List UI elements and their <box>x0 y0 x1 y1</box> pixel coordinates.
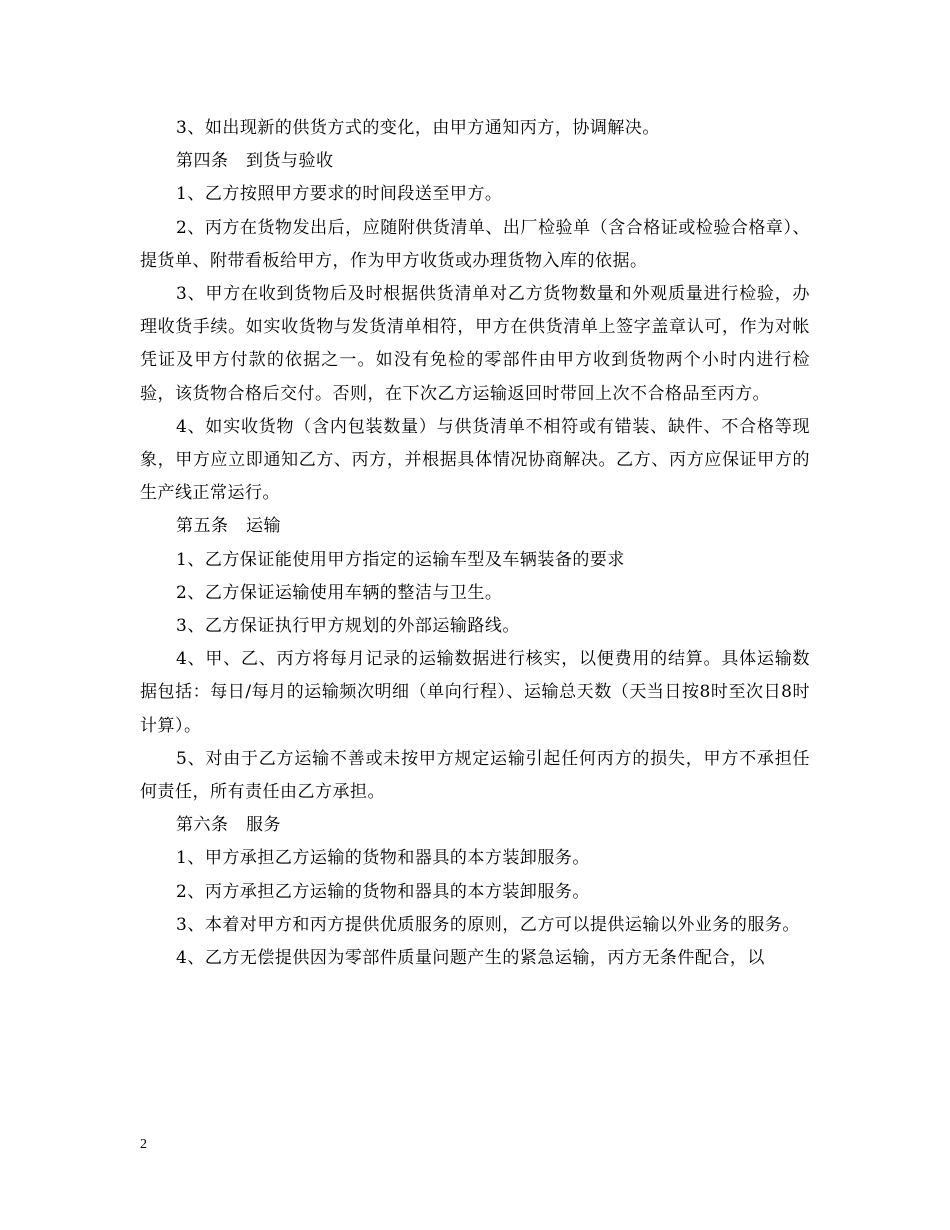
clause-paragraph: 3、如出现新的供货方式的变化，由甲方通知丙方，协调解决。 <box>176 118 660 138</box>
clause-paragraph: 3、本着对甲方和丙方提供优质服务的原则，乙方可以提供运输以外业务的服务。 <box>176 914 800 935</box>
clause-paragraph: 1、甲方承担乙方运输的货物和器具的本方装卸服务。 <box>176 848 590 869</box>
clause-paragraph: 3、乙方保证执行甲方规划的外部运输路线。 <box>176 616 520 637</box>
clause-paragraph: 4、乙方无偿提供因为零部件质量问题产生的紧急运输，丙方无条件配合，以 <box>176 948 765 969</box>
clause-paragraph: 2、乙方保证运输使用车辆的整洁与卫生。 <box>176 582 503 603</box>
clause-paragraph: 4、甲、乙、丙方将每月记录的运输数据进行核实，以便费用的结算。具体运输数据包括：每日/每月的运输频次明细（单向行程）、运输总天数（天当日按8时至次日8时计算）。 <box>140 649 810 736</box>
clause-paragraph: 1、乙方保证能使用甲方指定的运输车型及车辆装备的要求 <box>176 549 625 570</box>
clause-paragraph: 1、乙方按照甲方要求的时间段送至甲方。 <box>176 184 503 205</box>
article-heading: 第四条 到货与验收 <box>176 151 334 172</box>
clause-paragraph: 2、丙方承担乙方运输的货物和器具的本方装卸服务。 <box>176 881 590 902</box>
page-number: 2 <box>140 1137 147 1152</box>
clause-paragraph: 4、如实收货物（含内包装数量）与供货清单不相符或有错装、缺件、不合格等现象，甲方应立即通知乙方、丙方，并根据具体情况协商解决。乙方、丙方应保证甲方的生产线正常运行。 <box>140 416 810 504</box>
clause-paragraph: 3、甲方在收到货物后及时根据供货清单对乙方货物数量和外观质量进行检验，办理收货手续。如实收货物与发货清单相符，甲方在供货清单上签字盖章认可，作为对帐凭证及甲方付款的依据之一。如没有免检的零部件由甲方收到货物两个小时内进行检验，该货物合格后交付。否则，在下次乙方运输返回时带回上次不合格品至丙方。 <box>140 284 810 404</box>
clause-paragraph: 2、丙方在货物发出后，应随附供货清单、出厂检验单（含合格证或检验合格章）、提货单、附带看板给甲方，作为甲方收货或办理货物入库的依据。 <box>140 217 810 271</box>
clause-paragraph: 5、对由于乙方运输不善或未按甲方规定运输引起任何丙方的损失，甲方不承担任何责任，所有责任由乙方承担。 <box>140 748 810 803</box>
document-body <box>140 112 810 975</box>
article-heading: 第五条 运输 <box>176 516 281 537</box>
article-heading: 第六条 服务 <box>176 815 281 836</box>
